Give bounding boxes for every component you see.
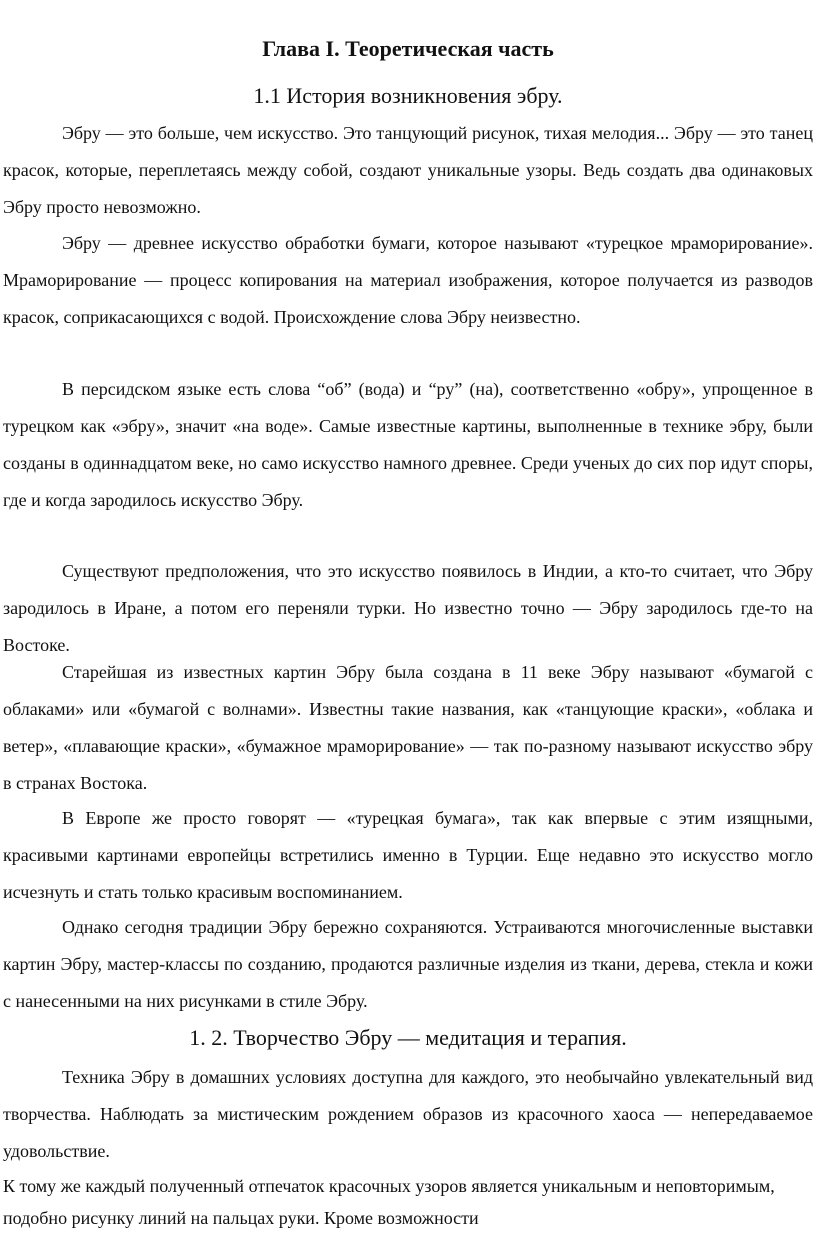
paragraph: В Европе же просто говорят — «турецкая бумага», так как впервые с этим изящными, красивыми картинами европейцы встретились именно в Турции. Еще недавно это искусство могло исчезнуть и стать только красивым воспоминанием. <box>3 808 813 902</box>
paragraph: Эбру — это больше, чем искусство. Это танцующий рисунок, тихая мелодия... Эбру — это танец красок, которые, переплетаясь между собой, создают уникальные узоры. Ведь создать два одинаковых Эбру просто невозможно. <box>3 123 813 217</box>
paragraph: Старейшая из известных картин Эбру была создана в 11 веке Эбру называют «бумагой с облаками» или «бумагой с волнами». Известны такие названия, как «танцующие краски», «облака и ветер», «плавающие краски», «бумажное мраморирование» — так по-разному называют искусство эбру в странах Востока. <box>3 662 813 793</box>
paragraph: Техника Эбру в домашних условиях доступна для каждого, это необычайно увлекательный вид творчества. Наблюдать за мистическим рождением образов из красочного хаоса — непередаваемое удовольствие. <box>3 1067 813 1161</box>
paragraph: Эбру — древнее искусство обработки бумаги, которое называют «турецкое мраморирование». Мраморирование — процесс копирования на материал изображения, которое получается из разводов красок, соприкасающихся с водой. Происхождение слова Эбру неизвестно. <box>3 233 813 327</box>
paragraph: В персидском языке есть слова “об” (вода) и “ру” (на), соответственно «обру», упрощенное в турецком как «эбру», значит «на воде». Самые известные картины, выполненные в технике эбру, были созданы в одиннадцатом веке, но само искусство намного древнее. Среди ученых до сих пор идут споры, где и когда зародилось искусство Эбру. <box>3 379 813 510</box>
chapter-title: Глава I. Теоретическая часть <box>262 36 554 61</box>
paragraph: К тому же каждый полученный отпечаток красочных узоров является уникальным и неповторимым, подобно рисунку линий на пальцах руки. Кроме возможности <box>3 1176 775 1228</box>
section-title-therapy: 1. 2. Творчество Эбру — медитация и терапия. <box>189 1025 627 1050</box>
paragraph: Однако сегодня традиции Эбру бережно сохраняются. Устраиваются многочисленные выставки картин Эбру, мастер-классы по созданию, продаются различные изделия из ткани, дерева, стекла и кожи с нанесенными на них рисунками в стиле Эбру. <box>3 917 813 1011</box>
section-title-history: 1.1 История возникновения эбру. <box>253 83 563 108</box>
paragraph: Существуют предположения, что это искусство появилось в Индии, а кто-то считает, что Эбру зародилось в Иране, а потом его переняли турки. Но известно точно — Эбру зародилось где-то на Востоке. <box>3 561 813 655</box>
